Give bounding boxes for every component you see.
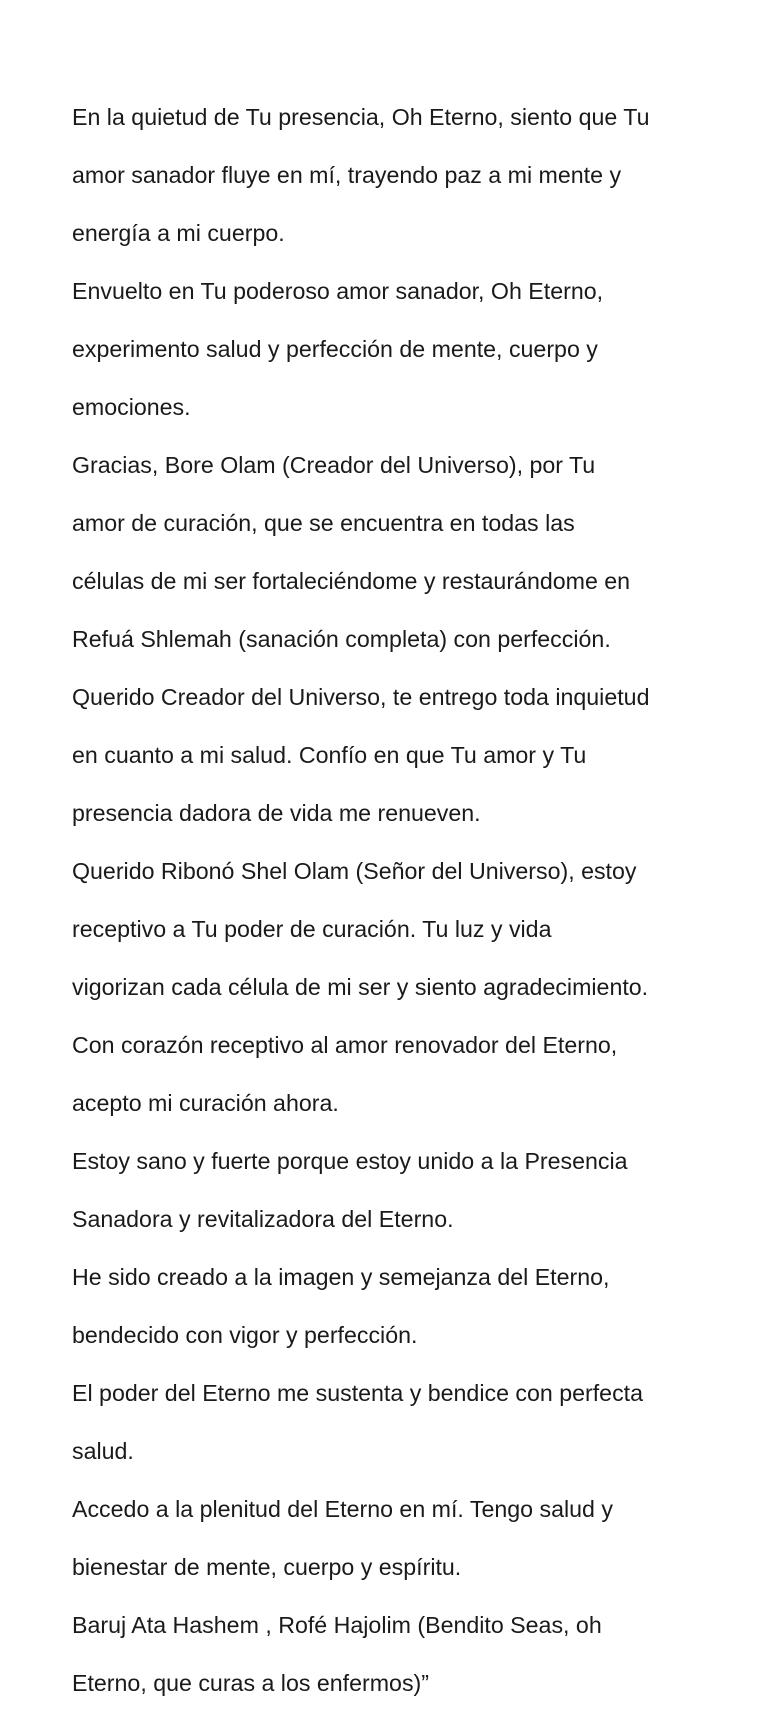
text-line: vigorizan cada célula de mi ser y siento agradecimiento. <box>72 974 649 1000</box>
text-line: Estoy sano y fuerte porque estoy unido a la Presencia <box>72 1148 628 1174</box>
text-line: Accedo a la plenitud del Eterno en mí. Tengo salud y <box>72 1496 613 1522</box>
text-line: He sido creado a la imagen y semejanza del Eterno, <box>72 1264 610 1290</box>
text-line: Sanadora y revitalizadora del Eterno. <box>72 1206 454 1232</box>
text-line: bienestar de mente, cuerpo y espíritu. <box>72 1554 462 1580</box>
text-line: El poder del Eterno me sustenta y bendice con perfecta <box>72 1380 644 1406</box>
text-line: en cuanto a mi salud. Confío en que Tu amor y Tu <box>72 742 587 768</box>
text-line: Gracias, Bore Olam (Creador del Universo), por Tu <box>72 452 596 478</box>
text-line: Con corazón receptivo al amor renovador del Eterno, <box>72 1032 618 1058</box>
text-line: presencia dadora de vida me renueven. <box>72 800 481 826</box>
text-line: acepto mi curación ahora. <box>72 1090 339 1116</box>
text-line: amor de curación, que se encuentra en todas las <box>72 510 575 536</box>
text-line: bendecido con vigor y perfección. <box>72 1322 418 1348</box>
text-line: receptivo a Tu poder de curación. Tu luz y vida <box>72 916 552 942</box>
text-line: amor sanador fluye en mí, trayendo paz a mi mente y <box>72 162 622 188</box>
text-line: Envuelto en Tu poderoso amor sanador, Oh Eterno, <box>72 278 604 304</box>
text-line: Querido Ribonó Shel Olam (Señor del Universo), estoy <box>72 858 637 884</box>
prayer-text <box>72 74 708 1727</box>
text-line: energía a mi cuerpo. <box>72 220 285 246</box>
text-line: En la quietud de Tu presencia, Oh Eterno, siento que Tu <box>72 104 650 130</box>
text-line: células de mi ser fortaleciéndome y restaurándome en <box>72 568 631 594</box>
text-line: emociones. <box>72 394 191 420</box>
text-line: Querido Creador del Universo, te entrego toda inquietud <box>72 684 650 710</box>
text-line: Refuá Shlemah (sanación completa) con perfección. <box>72 626 611 652</box>
text-line: Eterno, que curas a los enfermos)” <box>72 1670 429 1696</box>
text-line: Baruj Ata Hashem , Rofé Hajolim (Bendito Seas, oh <box>72 1612 602 1638</box>
text-line: salud. <box>72 1438 134 1464</box>
text-line: experimento salud y perfección de mente, cuerpo y <box>72 336 598 362</box>
